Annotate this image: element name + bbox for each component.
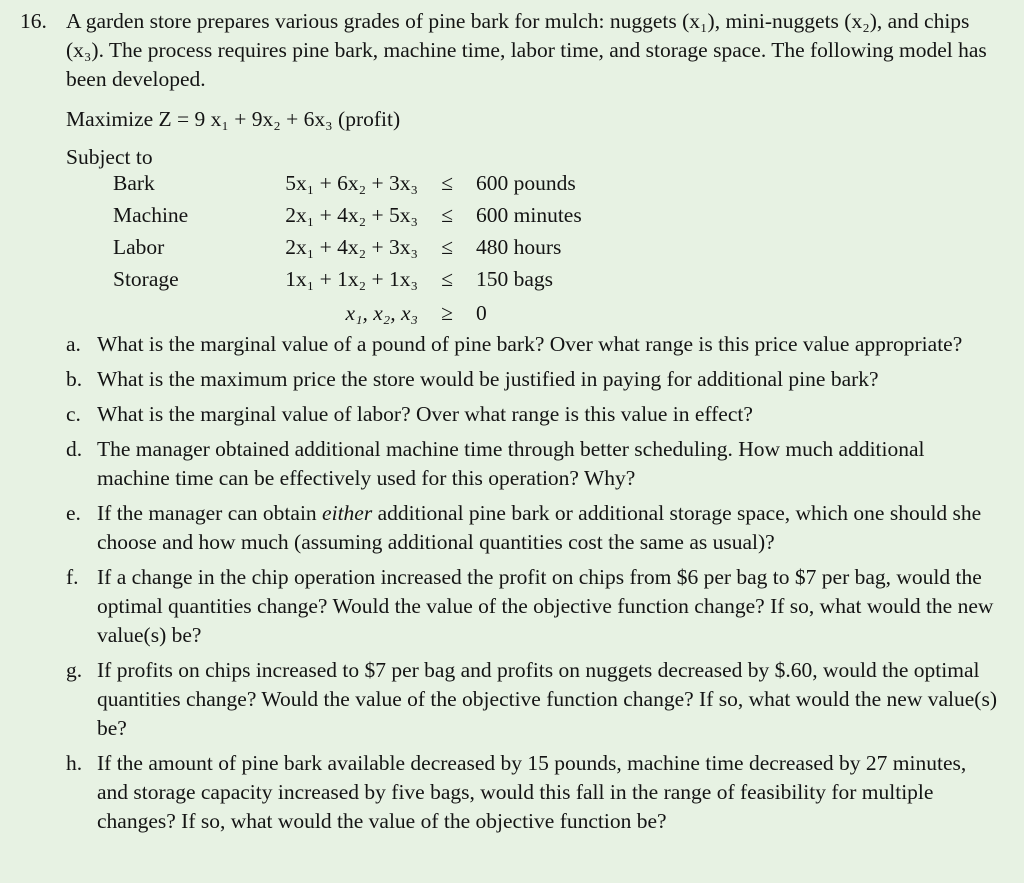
- constraint-name: Storage: [113, 267, 179, 291]
- constraint-name: Labor: [113, 235, 165, 259]
- constraint-rhs: 600 minutes: [476, 203, 582, 227]
- question-a: [0, 330, 1024, 359]
- problem-intro: [66, 7, 1006, 94]
- question-letter: e.: [66, 501, 81, 525]
- question-g: [0, 656, 1024, 743]
- question-letter: f.: [66, 565, 79, 589]
- question-text: If profits on chips increased to $7 per bag and profits on nuggets decreased by $.60, would the optimal quantities change? Would the value of the objective function change? If so, what would the new value(s) be?: [97, 658, 997, 740]
- constraint-lhs: 2x₁ + 4x₂ + 5x₃: [285, 203, 418, 227]
- question-e: [0, 499, 1024, 557]
- constraint-lhs: 1x₁ + 1x₂ + 1x₃: [285, 267, 418, 291]
- objective-function: Maximize Z = 9 x₁ + 9x₂ + 6x₃ (profit): [66, 107, 401, 131]
- constraint-name: Bark: [113, 171, 155, 195]
- question-letter: h.: [66, 751, 83, 775]
- constraint-lhs: x₁, x₂, x₃: [345, 301, 418, 325]
- question-list: [0, 330, 1024, 842]
- question-b: [0, 365, 1024, 394]
- question-text: If the amount of pine bark available decreased by 15 pounds, machine time decreased by 27 minutes, and storage capacity increased by five bags, would this fall in the range of feasibility for multiple changes? If so, what would the value of the objective function be?: [97, 751, 967, 833]
- question-text: What is the marginal value of a pound of pine bark? Over what range is this price value appropriate?: [97, 332, 963, 356]
- constraint-operator: ≤: [441, 267, 453, 291]
- constraint-operator: ≤: [441, 203, 453, 227]
- subject-to-label: Subject to: [66, 145, 153, 169]
- question-text-part: If the manager can obtain: [97, 501, 323, 525]
- question-text: If a change in the chip operation increased the profit on chips from $6 per bag to $7 per bag, would the optimal quantities change? Would the value of the objective function change? If so, what would the new value(s) be?: [97, 565, 994, 647]
- question-text-emphasis: either: [322, 501, 373, 525]
- question-d: [0, 435, 1024, 493]
- constraint-row-machine: [0, 201, 1024, 231]
- question-letter: a.: [66, 332, 81, 356]
- question-text: What is the maximum price the store would be justified in paying for additional pine bark?: [97, 367, 879, 391]
- question-text-part: additional pine bark or additional storage space, which one should she choose and how much (assuming additional quantities cost the same as usual)?: [97, 501, 982, 554]
- constraint-lhs: 5x₁ + 6x₂ + 3x₃: [285, 171, 418, 195]
- question-text: What is the marginal value of labor? Over what range is this value in effect?: [97, 402, 753, 426]
- constraint-row-nonnegativity: [0, 299, 1024, 329]
- constraint-row-labor: [0, 233, 1024, 263]
- question-letter: g.: [66, 658, 83, 682]
- constraint-rhs: 0: [476, 301, 487, 325]
- constraint-operator: ≤: [441, 171, 453, 195]
- question-h: [0, 749, 1024, 836]
- question-letter: b.: [66, 367, 83, 391]
- question-f: [0, 563, 1024, 650]
- question-letter: d.: [66, 437, 83, 461]
- question-text: The manager obtained additional machine time through better scheduling. How much additional machine time can be effectively used for this operation? Why?: [97, 437, 925, 490]
- constraint-operator: ≤: [441, 235, 453, 259]
- constraint-rhs: 600 pounds: [476, 171, 576, 195]
- question-text: [97, 499, 997, 557]
- constraint-lhs: 2x₁ + 4x₂ + 3x₃: [285, 235, 418, 259]
- question-c: [0, 400, 1024, 429]
- question-letter: c.: [66, 402, 81, 426]
- constraint-name: Machine: [113, 203, 189, 227]
- constraint-rhs: 150 bags: [476, 267, 554, 291]
- intro-text: A garden store prepares various grades of pine bark for mulch: nuggets (x₁), mini-nuggets (x₂), and chips (x₃). The process requires pine bark, machine time, labor time, and storage space. The following model has been developed.: [66, 9, 987, 91]
- constraint-rhs: 480 hours: [476, 235, 562, 259]
- problem-number: 16.: [20, 9, 47, 33]
- constraint-row-storage: [0, 265, 1024, 295]
- constraint-operator: ≥: [441, 301, 453, 325]
- constraint-row-bark: [0, 169, 1024, 199]
